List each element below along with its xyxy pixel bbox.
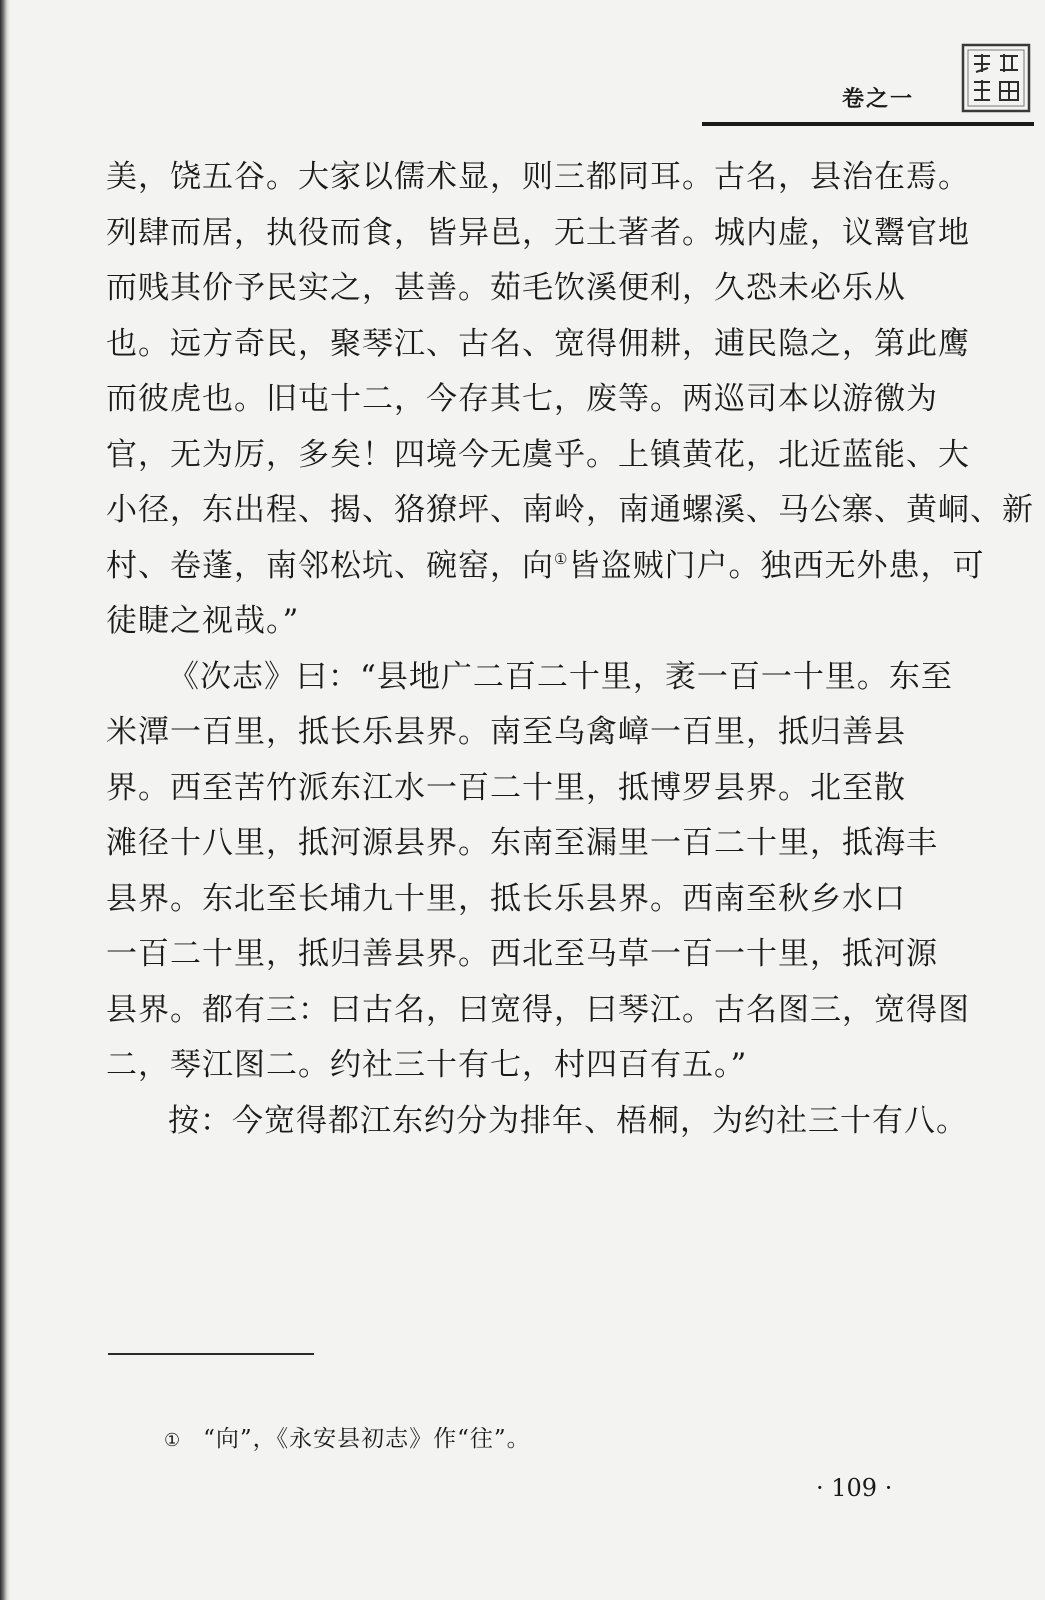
text-line: 一百二十里，抵归善县界。西北至马草一百一十里，抵河源: [106, 936, 938, 972]
text-line: 滩径十八里，抵河源县界。东南至漏里一百二十里，抵海丰: [106, 825, 938, 861]
text-line: 米潭一百里，抵长乐县界。南至乌禽嶂一百里，抵归善县: [106, 714, 906, 750]
seal-stamp-image: [960, 42, 1032, 114]
text-segment: 村、卷蓬，南邻松坑、碗窑，向: [106, 547, 554, 584]
text-line-with-note: [106, 539, 985, 595]
text-line: 而贱其价予民实之，甚善。茹毛饮溪便利，久恐未必乐从: [106, 270, 906, 306]
seal-stamp: [960, 42, 1032, 114]
text-line: 二，琴江图二。约社三十有七，村四百有五。”: [106, 1047, 748, 1083]
page-binding-edge: [0, 0, 10, 1600]
footnote-marker: ①: [164, 1430, 182, 1451]
text-line: 界。西至苦竹派东江水一百二十里，抵博罗县界。北至散: [106, 769, 906, 806]
text-line: 美，饶五谷。大家以儒术显，则三都同耳。古名，县治在焉。: [106, 159, 970, 195]
footnote-rule: [108, 1353, 314, 1355]
text-line: 而彼虎也。旧屯十二，今存其七，废等。两巡司本以游徼为: [106, 381, 938, 417]
running-head-title: 卷之一: [842, 87, 915, 112]
footnote-reference-mark: ①: [554, 549, 569, 568]
text-line: 按：今宽得都江东约分为排年、梧桐，为约社三十有八。: [168, 1102, 968, 1139]
text-line: 县界。东北至长埔九十里，抵长乐县界。西南至秋乡水口: [106, 880, 906, 917]
footnote: [164, 1420, 531, 1453]
page-number: · 109 ·: [816, 1474, 893, 1502]
text-line: 县界。都有三：曰古名，曰宽得，曰琴江。古名图三，宽得图: [106, 991, 970, 1028]
text-segment: 皆盗贼门户。独西无外患，可: [568, 547, 985, 584]
header-rule: [702, 122, 1034, 126]
text-line: 列肆而居，执役而食，皆异邑，无土著者。城内虚，议鬻官地: [106, 214, 970, 251]
footnote-text: “向”，《永安县初志》作“往”。: [203, 1426, 531, 1452]
text-line: 小径，东出程、揭、狢獠坪、南岭，南通螺溪、马公寨、黄峒、新: [106, 492, 1034, 528]
text-line: 《次志》曰：“县地广二百二十里，袤一百一十里。东至: [168, 658, 953, 695]
text-line: 徒睫之视哉。”: [106, 603, 300, 639]
text-line: 也。远方奇民，聚琴江、古名、宽得佣耕，逋民隐之，第此鹰: [106, 325, 970, 362]
main-text: [106, 150, 1034, 1149]
text-line: 官，无为厉，多矣！四境今无虞乎。上镇黄花，北近蓝能、大: [106, 436, 970, 473]
